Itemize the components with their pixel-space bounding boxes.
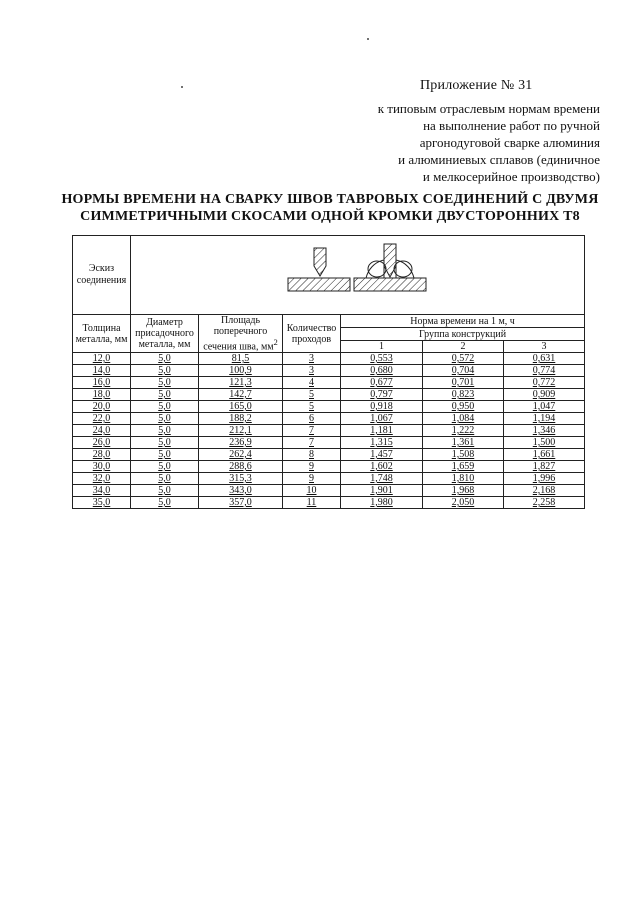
cell-g3: 0,631 <box>504 353 585 365</box>
cell-g3: 1,827 <box>504 461 585 473</box>
cell-area: 262,4 <box>199 449 283 461</box>
cell-diameter: 5,0 <box>131 413 199 425</box>
cell-g2: 1,508 <box>423 449 504 461</box>
cell-area: 236,9 <box>199 437 283 449</box>
document-title-line: НОРМЫ ВРЕМЕНИ НА СВАРКУ ШВОВ ТАВРОВЫХ СОЕДИНЕНИЙ С ДВУМЯ <box>61 192 599 207</box>
cell-g1: 1,457 <box>341 449 423 461</box>
cell-g2: 1,361 <box>423 437 504 449</box>
cell-g1: 0,680 <box>341 365 423 377</box>
cell-thickness: 20,0 <box>73 401 131 413</box>
scan-speck <box>181 86 183 88</box>
cell-thickness: 34,0 <box>73 485 131 497</box>
header-group-1: 1 <box>341 341 423 353</box>
cell-g1: 0,553 <box>341 353 423 365</box>
header-area-sup: 2 <box>273 338 278 347</box>
cell-thickness: 12,0 <box>73 353 131 365</box>
annex-subtitle-line: к типовым отраслевым нормам времени <box>377 101 600 116</box>
cell-passes: 5 <box>283 401 341 413</box>
header-diameter: Диаметр присадочного металла, мм <box>131 315 199 353</box>
cell-thickness: 30,0 <box>73 461 131 473</box>
cell-g1: 1,067 <box>341 413 423 425</box>
table-row <box>73 389 585 401</box>
cell-g2: 1,968 <box>423 485 504 497</box>
cell-thickness: 28,0 <box>73 449 131 461</box>
scan-speck <box>367 38 369 40</box>
cell-passes: 7 <box>283 425 341 437</box>
annex-subtitle <box>340 100 600 185</box>
cell-passes: 3 <box>283 365 341 377</box>
cell-g2: 2,050 <box>423 497 504 509</box>
table-row <box>73 353 585 365</box>
cell-g3: 0,772 <box>504 377 585 389</box>
cell-g3: 1,194 <box>504 413 585 425</box>
cell-diameter: 5,0 <box>131 461 199 473</box>
cell-g1: 0,797 <box>341 389 423 401</box>
cell-g2: 0,572 <box>423 353 504 365</box>
header-norm: Норма времени на 1 м, ч <box>341 315 585 328</box>
cell-g1: 1,901 <box>341 485 423 497</box>
cell-g3: 2,168 <box>504 485 585 497</box>
cell-g3: 1,047 <box>504 401 585 413</box>
cell-g3: 2,258 <box>504 497 585 509</box>
cell-passes: 3 <box>283 353 341 365</box>
table-row <box>73 413 585 425</box>
table-row <box>73 473 585 485</box>
cell-g2: 1,659 <box>423 461 504 473</box>
annex-subtitle-line: на выполнение работ по ручной <box>423 118 600 133</box>
table-row <box>73 497 585 509</box>
cell-g2: 0,704 <box>423 365 504 377</box>
annex-title: Приложение № 31 <box>420 78 533 93</box>
document-title-line: СИММЕТРИЧНЫМИ СКОСАМИ ОДНОЙ КРОМКИ ДВУСТОРОННИХ Т8 <box>80 209 580 224</box>
header-group: Группа конструкций <box>341 328 585 341</box>
sketch-label: Эскиз соединения <box>73 236 131 315</box>
cell-g3: 1,661 <box>504 449 585 461</box>
cell-diameter: 5,0 <box>131 389 199 401</box>
header-area-text: Площадь поперечного сечения шва, мм <box>203 315 274 353</box>
cell-diameter: 5,0 <box>131 497 199 509</box>
header-area <box>199 315 283 353</box>
cell-passes: 6 <box>283 413 341 425</box>
cell-thickness: 32,0 <box>73 473 131 485</box>
cell-g2: 1,810 <box>423 473 504 485</box>
norms-table <box>72 235 585 509</box>
cell-passes: 9 <box>283 461 341 473</box>
cell-diameter: 5,0 <box>131 365 199 377</box>
cell-thickness: 35,0 <box>73 497 131 509</box>
header-group-3: 3 <box>504 341 585 353</box>
annex-subtitle-line: аргонодуговой сварке алюминия <box>419 135 600 150</box>
cell-thickness: 16,0 <box>73 377 131 389</box>
table-row <box>73 461 585 473</box>
cell-area: 100,9 <box>199 365 283 377</box>
header-passes: Количество проходов <box>283 315 341 353</box>
cell-area: 288,6 <box>199 461 283 473</box>
cell-g1: 1,315 <box>341 437 423 449</box>
cell-thickness: 14,0 <box>73 365 131 377</box>
cell-area: 81,5 <box>199 353 283 365</box>
cell-g2: 1,222 <box>423 425 504 437</box>
cell-diameter: 5,0 <box>131 377 199 389</box>
table-body <box>73 353 585 509</box>
cell-passes: 9 <box>283 473 341 485</box>
cell-diameter: 5,0 <box>131 473 199 485</box>
cell-diameter: 5,0 <box>131 449 199 461</box>
prepared-edge-sketch <box>288 248 350 291</box>
annex-subtitle-line: и алюминиевых сплавов (единичное <box>398 152 600 167</box>
cell-g2: 0,823 <box>423 389 504 401</box>
cell-passes: 7 <box>283 437 341 449</box>
annex-subtitle-line: и мелкосерийное производство) <box>422 169 600 184</box>
cell-g2: 0,950 <box>423 401 504 413</box>
cell-area: 357,0 <box>199 497 283 509</box>
cell-passes: 8 <box>283 449 341 461</box>
cell-g1: 1,980 <box>341 497 423 509</box>
cell-area: 121,3 <box>199 377 283 389</box>
cell-area: 212,1 <box>199 425 283 437</box>
cell-g2: 0,701 <box>423 377 504 389</box>
cell-g3: 0,909 <box>504 389 585 401</box>
cell-g1: 1,602 <box>341 461 423 473</box>
header-thickness: Толщина металла, мм <box>73 315 131 353</box>
table-row <box>73 437 585 449</box>
cell-g1: 0,677 <box>341 377 423 389</box>
table-row <box>73 365 585 377</box>
welded-joint-sketch <box>354 244 426 291</box>
cell-g1: 0,918 <box>341 401 423 413</box>
cell-g2: 1,084 <box>423 413 504 425</box>
cell-g3: 1,996 <box>504 473 585 485</box>
cell-g3: 1,346 <box>504 425 585 437</box>
cell-g1: 1,181 <box>341 425 423 437</box>
cell-diameter: 5,0 <box>131 401 199 413</box>
table-row <box>73 485 585 497</box>
cell-diameter: 5,0 <box>131 353 199 365</box>
header-group-2: 2 <box>423 341 504 353</box>
cell-diameter: 5,0 <box>131 425 199 437</box>
cell-area: 315,3 <box>199 473 283 485</box>
cell-g3: 1,500 <box>504 437 585 449</box>
cell-g1: 1,748 <box>341 473 423 485</box>
cell-thickness: 18,0 <box>73 389 131 401</box>
cell-g3: 0,774 <box>504 365 585 377</box>
cell-diameter: 5,0 <box>131 437 199 449</box>
cell-passes: 4 <box>283 377 341 389</box>
table-row <box>73 401 585 413</box>
cell-area: 188,2 <box>199 413 283 425</box>
cell-passes: 11 <box>283 497 341 509</box>
table-row <box>73 449 585 461</box>
cell-thickness: 22,0 <box>73 413 131 425</box>
cell-thickness: 24,0 <box>73 425 131 437</box>
cell-area: 343,0 <box>199 485 283 497</box>
table-row <box>73 425 585 437</box>
cell-passes: 5 <box>283 389 341 401</box>
cell-passes: 10 <box>283 485 341 497</box>
cell-area: 142,7 <box>199 389 283 401</box>
joint-sketch-cell <box>131 236 585 315</box>
table-row <box>73 377 585 389</box>
document-title <box>60 191 600 225</box>
tee-joint-sketch <box>138 236 578 311</box>
cell-thickness: 26,0 <box>73 437 131 449</box>
cell-diameter: 5,0 <box>131 485 199 497</box>
cell-area: 165,0 <box>199 401 283 413</box>
